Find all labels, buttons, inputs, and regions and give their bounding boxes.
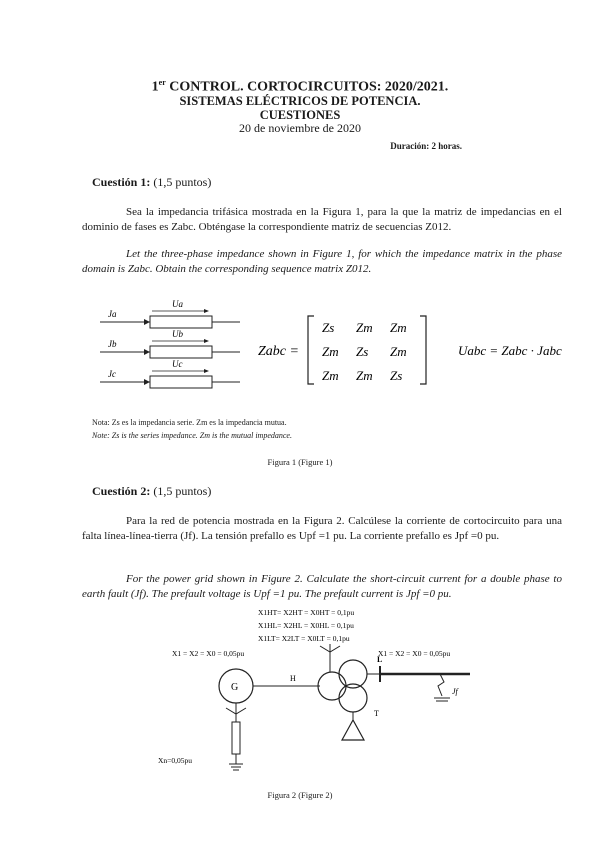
q2-title: Cuestión 2: xyxy=(92,484,151,498)
title-number: 1 xyxy=(151,79,159,95)
q1-text-es: Sea la impedancia trifásica mostrada en la Figura 1, para la que la matriz de impedancias en el dominio de fases es Zabc. Obténgase la correspondiente matriz de secuencias Z012. xyxy=(82,206,562,233)
x-hl-label: X1HL= X2HL = X0HL = 0,1pu xyxy=(258,621,354,630)
exam-title xyxy=(0,78,600,96)
delta-winding-icon xyxy=(342,720,364,740)
transformer-winding-h xyxy=(318,672,346,700)
section-title: CUESTIONES xyxy=(259,108,341,122)
matrix-cell: Zm xyxy=(356,320,373,335)
fault-icon xyxy=(438,674,444,696)
x-ht-label: X1HT= X2HT = X0HT = 0,1pu xyxy=(258,608,355,617)
duration: Duración: 2 horas. xyxy=(390,141,462,151)
figure-1-caption: Figura 1 (Figure 1) xyxy=(267,457,333,467)
phase-c-branch xyxy=(100,359,240,388)
figure-2 xyxy=(150,604,510,788)
q2-heading xyxy=(92,484,211,499)
fault-label: Jf xyxy=(452,687,458,696)
x-lt-label: X1LT= X2LT = X0LT = 0,1pu xyxy=(258,634,350,643)
current-jc-label: Jc xyxy=(108,369,116,379)
q1-note-es: Nota: Zs es la impedancia serie. Zm es la impedancia mutua. xyxy=(92,418,287,427)
exam-date: 20 de noviembre de 2020 xyxy=(239,121,361,135)
matrix-cells xyxy=(322,320,407,383)
voltage-ua-label: Ua xyxy=(172,299,183,309)
node-h-label: H xyxy=(290,674,296,683)
subject-title: SISTEMAS ELÉCTRICOS DE POTENCIA. xyxy=(179,94,421,108)
generator-x-label: X1 = X2 = X0 = 0,05pu xyxy=(172,649,245,658)
matrix-cell: Zm xyxy=(390,320,407,335)
matrix-label: Zabc = xyxy=(258,344,299,359)
xn-label: Xn=0,05pu xyxy=(158,756,193,765)
node-l-label: L xyxy=(377,655,383,664)
matrix-left-bracket xyxy=(308,316,314,384)
q1-note-en: Note: Zs is the series impedance. Zm is the mutual impedance. xyxy=(92,431,292,440)
node-t-label: T xyxy=(374,709,379,718)
phase-b-branch xyxy=(100,329,240,358)
q1-title: Cuestión 1: xyxy=(92,175,151,189)
voltage-equation: Uabc = Zabc · Jabc xyxy=(458,343,562,358)
line-x-label: X1 = X2 = X0 = 0,05pu xyxy=(378,649,451,658)
figure-2-caption: Figura 2 (Figure 2) xyxy=(267,790,333,800)
neutral-reactance-icon xyxy=(232,722,240,754)
title-main: CONTROL. CORTOCIRCUITOS: 2020/2021. xyxy=(169,79,449,95)
current-ja-label: Ja xyxy=(108,309,117,319)
voltage-ub-label: Ub xyxy=(172,329,183,339)
matrix-cell: Zm xyxy=(356,368,373,383)
matrix-cell: Zm xyxy=(322,344,339,359)
matrix-cell: Zm xyxy=(322,368,339,383)
matrix-cell: Zs xyxy=(390,368,403,383)
q1-heading xyxy=(92,175,211,190)
matrix-cell: Zs xyxy=(322,320,335,335)
phase-a-branch xyxy=(100,299,240,328)
voltage-uc-label: Uc xyxy=(172,359,183,369)
q2-points: (1,5 puntos) xyxy=(153,484,212,498)
matrix-right-bracket xyxy=(420,316,426,384)
matrix-cell: Zs xyxy=(356,344,369,359)
generator-label: G xyxy=(231,682,239,693)
q1-points: (1,5 puntos) xyxy=(153,175,212,189)
figure-1 xyxy=(80,292,570,402)
current-jb-label: Jb xyxy=(108,339,117,349)
q1-text-en: Let the three-phase impedance shown in Figure 1, for which the impedance matrix in the phase domain is Zabc. Obtain the corresponding sequence matrix Z012. xyxy=(82,248,562,275)
q2-text-en: For the power grid shown in Figure 2. Calculate the short-circuit current for a double phase to earth fault (Jf). The prefault voltage is Upf =1 pu. The prefault current is Jpf =0 pu. xyxy=(82,573,562,600)
title-superscript: er xyxy=(158,78,166,87)
q2-text-es: Para la red de potencia mostrada en la Figura 2. Calcúlese la corriente de cortocircuito para una falta línea-línea-tierra (Jf). La tensión prefallo es Upf =1 pu. La corriente prefallo es Jpf =0 pu. xyxy=(82,515,562,542)
matrix-cell: Zm xyxy=(390,344,407,359)
